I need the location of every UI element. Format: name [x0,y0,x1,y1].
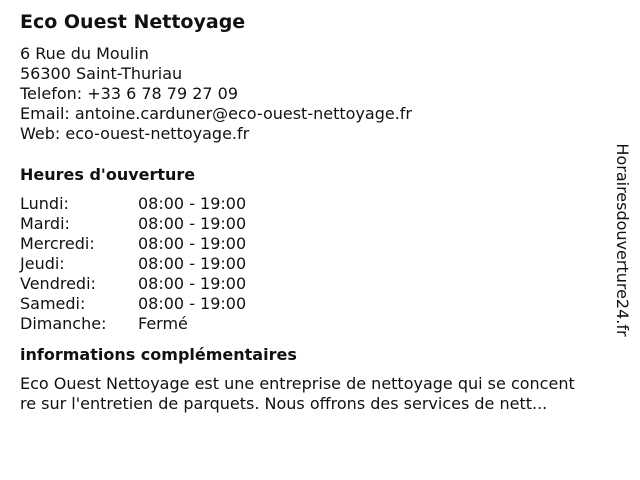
info-text-line: re sur l'entretien de parquets. Nous offrons des services de nett... [20,394,548,413]
side-brand-watermark: Horairesdouverture24.fr [613,143,632,337]
info-heading: informations complémentaires [20,345,297,364]
time-value: 08:00 - 19:00 [138,274,247,293]
phone-text: Telefon: +33 6 78 79 27 09 [20,84,239,103]
day-label: Mardi: [20,214,70,233]
hours-heading: Heures d'ouverture [20,165,196,184]
business-name: Eco Ouest Nettoyage [20,11,246,33]
day-label: Jeudi: [20,254,65,273]
time-value: Fermé [138,314,188,333]
day-label: Dimanche: [20,314,107,333]
time-value: 08:00 - 19:00 [138,254,247,273]
day-label: Samedi: [20,294,86,313]
hours-row-lundi [20,194,610,214]
email-text: Email: antoine.carduner@eco-ouest-nettoyage.fr [20,104,412,123]
business-card [20,8,610,414]
hours-row-vendredi [20,274,610,294]
time-value: 08:00 - 19:00 [138,294,247,313]
address-street: 6 Rue du Moulin [20,44,149,63]
hours-row-jeudi [20,254,610,274]
day-label: Vendredi: [20,274,96,293]
info-description [20,374,600,414]
hours-row-mercredi [20,234,610,254]
time-value: 08:00 - 19:00 [138,194,247,213]
time-value: 08:00 - 19:00 [138,234,247,253]
web-text: Web: eco-ouest-nettoyage.fr [20,124,250,143]
hours-row-samedi [20,294,610,314]
day-label: Mercredi: [20,234,95,253]
day-label: Lundi: [20,194,69,213]
time-value: 08:00 - 19:00 [138,214,247,233]
info-text-line: Eco Ouest Nettoyage est une entreprise de nettoyage qui se concent [20,374,575,393]
hours-row-mardi [20,214,610,234]
hours-row-dimanche [20,314,610,334]
hours-table [20,194,610,334]
address-city: 56300 Saint-Thuriau [20,64,183,83]
